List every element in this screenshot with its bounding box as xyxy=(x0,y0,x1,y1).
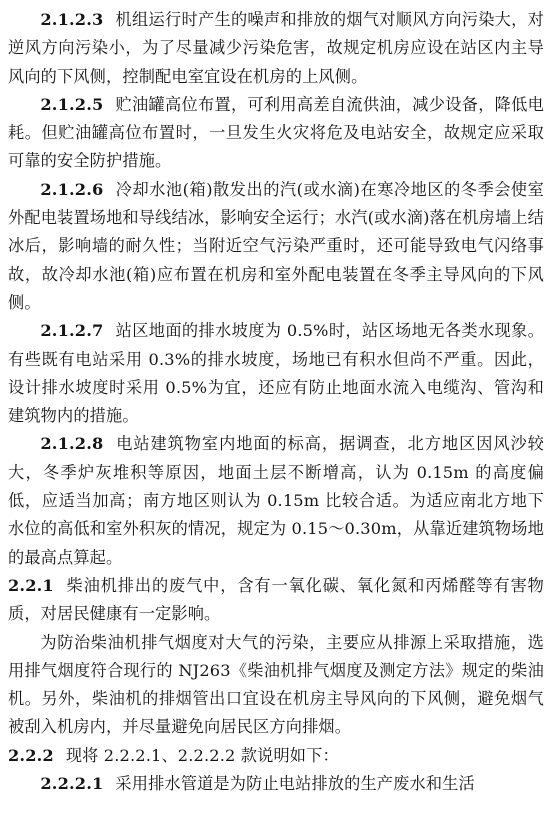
clause-number: 2.2.2.1 xyxy=(40,774,104,794)
paragraph-text: 机组运行时产生的噪声和排放的烟气对顺风方向污染大，对逆风方向污染小，为了尽量减少污染危害，故规定机房应设在站区内主导风向的下风侧，控制配电室宜设在机房的上风侧。 xyxy=(8,10,544,86)
paragraph-2-2-1-continued xyxy=(8,629,544,742)
paragraph-text: 电站建筑物室内地面的标高，据调查，北方地区因风沙较大，冬季炉灰堆积等原因，地面土层不断增高，认为 0.15m 的高度偏低，应适当加高；南方地区则认为 0.15m 比较合适。为适应南北方地下水位的高低和室外积灰的情况，规定为 0.15～0.30m，从靠近建筑物场地的最高点算起。 xyxy=(8,434,544,567)
paragraph-2-2-2-1 xyxy=(8,770,544,798)
paragraph-text: 柴油机排出的废气中，含有一氧化碳、氧化氮和丙烯醛等有害物质，对居民健康有一定影响。 xyxy=(8,575,544,624)
paragraph-text: 冷却水池(箱)散发出的汽(或水滴)在寒冷地区的冬季会使室外配电装置场地和导线结冰，影响安全运行；水汽(或水滴)落在机房墙上结冰后，影响墙的耐久性；当附近空气污染严重时，还可能导致电气闪络事故，故冷却水池(箱)应布置在机房和室外配电装置在冬季主导风向的下风侧。 xyxy=(8,179,544,312)
clause-number: 2.1.2.8 xyxy=(40,434,104,454)
paragraph-2-1-2-3 xyxy=(8,6,544,91)
clause-number: 2.2.2 xyxy=(8,745,54,765)
paragraph-2-1-2-8 xyxy=(8,430,544,571)
paragraph-2-2-1 xyxy=(8,572,544,629)
paragraph-2-1-2-6 xyxy=(8,176,544,317)
paragraph-2-1-2-5 xyxy=(8,91,544,176)
clause-number: 2.2.1 xyxy=(8,575,54,595)
paragraph-text: 为防治柴油机排气烟度对大气的污染，主要应从排源上采取措施，选用排气烟度符合现行的 NJ263《柴油机排气烟度及测定方法》规定的柴油机。另外，柴油机的排烟管出口宜设在机房主导风向的下风侧，避免烟气被刮入机房内，并尽量避免向居民区方向排烟。 xyxy=(8,632,544,737)
paragraph-text: 站区地面的排水坡度为 0.5%时，站区场地无各类水现象。有些既有电站采用 0.3%的排水坡度，场地已有积水但尚不严重。因此，设计排水坡度时采用 0.5%为宜，还应有防止地面水流入电缆沟、管沟和建筑物内的措施。 xyxy=(8,321,544,426)
clause-number: 2.1.2.7 xyxy=(40,321,104,341)
paragraph-2-1-2-7 xyxy=(8,317,544,430)
paragraph-text: 贮油罐高位布置，可利用高差自流供油，减少设备，降低电耗。但贮油罐高位布置时，一旦发生火灾将危及电站安全，故规定应采取可靠的安全防护措施。 xyxy=(8,94,544,171)
paragraph-text: 采用排水管道是为防止电站排放的生产废水和生活 xyxy=(115,774,475,794)
clause-number: 2.1.2.5 xyxy=(40,94,104,114)
paragraph-2-2-2 xyxy=(8,742,544,770)
clause-number: 2.1.2.3 xyxy=(40,10,104,29)
clause-number: 2.1.2.6 xyxy=(40,179,104,199)
paragraph-text: 现将 2.2.2.1、2.2.2.2 款说明如下： xyxy=(65,745,339,765)
